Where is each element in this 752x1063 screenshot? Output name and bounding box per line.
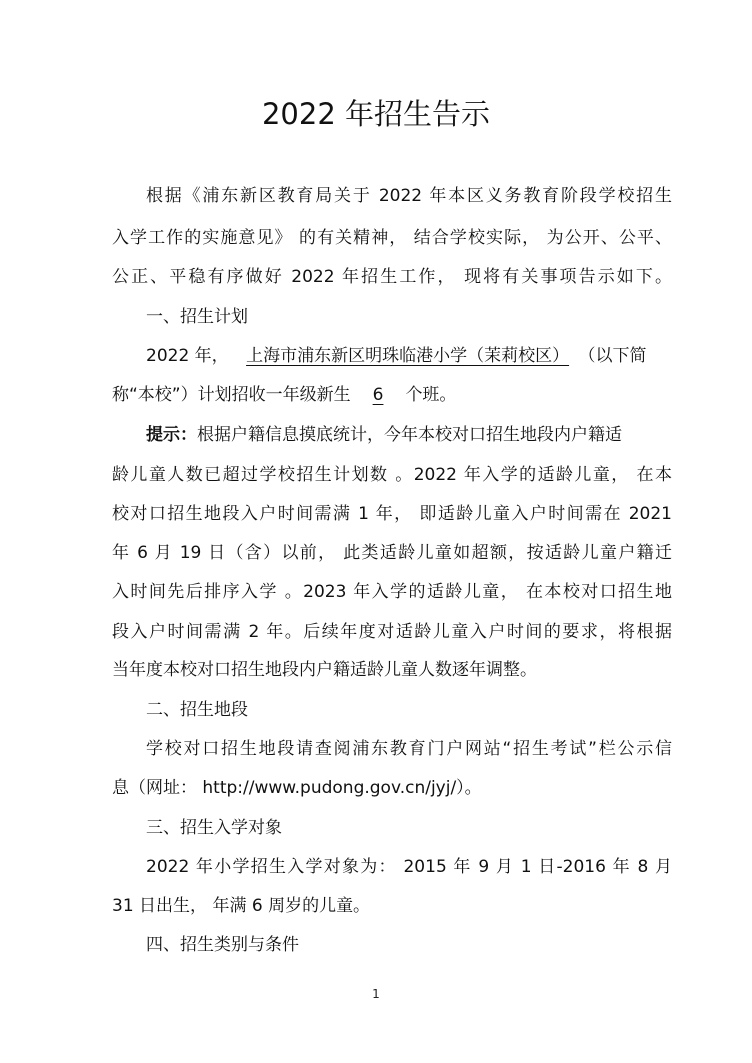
tip-text-1: 根据户籍信息摸底统计，今年本校对口招生地段内户籍适 (197, 425, 622, 445)
tip-line-4: 年 6 月 19 日（含）以前， 此类适龄儿童如超额，按适龄儿童户籍迁 (112, 543, 672, 563)
plan-line-1 (146, 343, 672, 369)
tip-line-3: 校对口招生地段入户时间需满 1 年， 即适龄儿童入户时间需在 2021 (112, 504, 672, 524)
section3-line-2: 31 日出生， 年满 6 周岁的儿童。 (112, 896, 371, 916)
intro-line-2: 入学工作的实施意见》 的有关精神， 结合学校实际， 为公开、公平、 (112, 228, 672, 248)
plan-prefix: 2022 年， (146, 346, 229, 366)
tip-line-6: 段入户时间需满 2 年。后续年度对适龄儿童入户时间的要求，将根据 (112, 622, 672, 642)
plan-line2-suffix: 个班。 (405, 385, 457, 405)
intro-line-1: 根据《浦东新区教育局关于 2022 年本区义务教育阶段学校招生 (146, 186, 672, 206)
tip-line-5: 入时间先后排序入学 。2023 年入学的适龄儿童， 在本校对口招生地 (112, 582, 672, 602)
tip-line-2: 龄儿童人数已超过学校招生计划数 。2022 年入学的适龄儿童， 在本 (112, 465, 672, 485)
section3-line-1: 2022 年小学招生入学对象为： 2015 年 9 月 1 日-2016 年 8 月 (146, 857, 672, 877)
plan-suffix: （以下简 (578, 346, 647, 366)
section2-heading: 二、招生地段 (146, 700, 248, 720)
section1-heading: 一、招生计划 (146, 307, 248, 327)
tip-label: 提示： (146, 425, 197, 445)
plan-line2-prefix: 称“本校”）计划招收一年级新生 (112, 385, 351, 405)
tip-line-1 (146, 422, 672, 448)
page-number: 1 (372, 987, 380, 1001)
page-title: 2022 年招生告示 (261, 97, 491, 131)
class-count: 6 (372, 385, 384, 405)
section4-heading: 四、招生类别与条件 (146, 935, 299, 955)
section3-heading: 三、招生入学对象 (146, 818, 282, 838)
intro-line-3: 公正、平稳有序做好 2022 年招生工作， 现将有关事项告示如下。 (112, 267, 672, 287)
tip-line-7: 当年度本校对口招生地段内户籍适龄儿童人数逐年调整。 (112, 660, 537, 680)
plan-line-2 (112, 382, 672, 408)
school-name: 上海市浦东新区明珠临港小学（茉莉校区） (246, 346, 570, 366)
section2-line-1: 学校对口招生地段请查阅浦东教育门户网站“招生考试”栏公示信 (146, 739, 672, 759)
section2-line-2: 息（网址： http://www.pudong.gov.cn/jyj/）。 (112, 778, 482, 798)
